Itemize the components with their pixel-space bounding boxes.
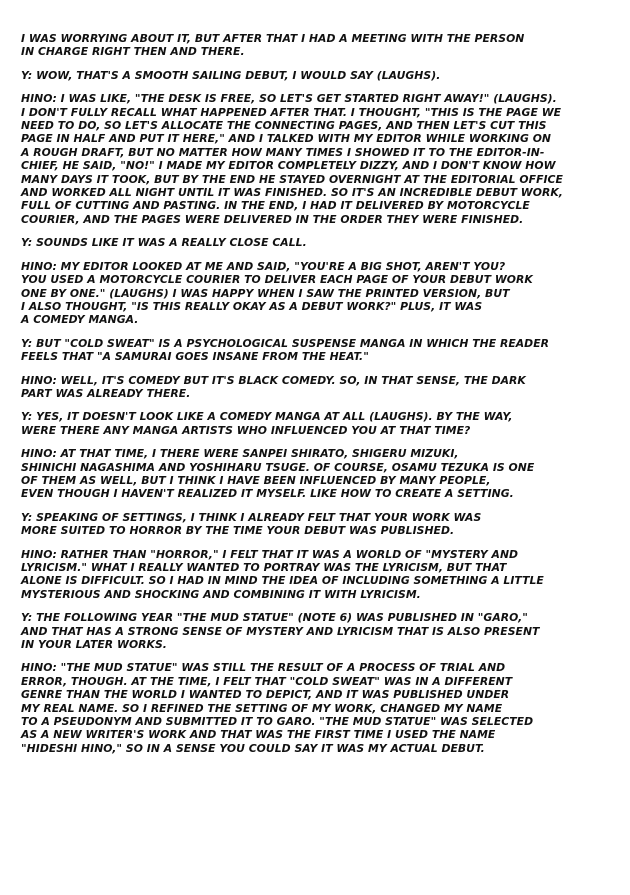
text-line: HINO: I WAS LIKE, "THE DESK IS FREE, SO LET'S GET STARTED RIGHT AWAY!" (LAUGHS). [21, 92, 557, 106]
text-line: A ROUGH DRAFT, BUT NO MATTER HOW MANY TIMES I SHOWED IT TO THE EDITOR-IN- [21, 145, 545, 159]
text-line: Y: BUT "COLD SWEAT" IS A PSYCHOLOGICAL SUSPENSE MANGA IN WHICH THE READER [21, 336, 549, 350]
text-line: LYRICISM." WHAT I REALLY WANTED TO PORTRAY WAS THE LYRICISM, BUT THAT [21, 561, 507, 574]
paragraph-6 [21, 337, 610, 364]
text-line: SHINICHI NAGASHIMA AND YOSHIHARU TSUGE. OF COURSE, OSAMU TEZUKA IS ONE [21, 460, 535, 474]
paragraph-9 [21, 447, 610, 501]
text-line: Y: THE FOLLOWING YEAR "THE MUD STATUE" (NOTE 6) WAS PUBLISHED IN "GARO," [21, 611, 528, 625]
text-line: HINO: MY EDITOR LOOKED AT ME AND SAID, "YOU'RE A BIG SHOT, AREN'T YOU? [21, 259, 506, 273]
text-line: EVEN THOUGH I HAVEN'T REALIZED IT MYSELF. LIKE HOW TO CREATE A SETTING. [21, 487, 514, 501]
text-line: Y: SOUNDS LIKE IT WAS A REALLY CLOSE CALL. [21, 236, 307, 250]
text-line: TO A PSEUDONYM AND SUBMITTED IT TO GARO. "THE MUD STATUE" WAS SELECTED [21, 715, 534, 729]
text-line: MYSTERIOUS AND SHOCKING AND COMBINING IT WITH LYRICISM. [21, 587, 421, 601]
text-line: WERE THERE ANY MANGA ARTISTS WHO INFLUENCED YOU AT THAT TIME? [21, 423, 471, 437]
text-line: AS A NEW WRITER'S WORK AND THAT WAS THE FIRST TIME I USED THE NAME [21, 728, 496, 742]
paragraph-7 [21, 374, 610, 401]
text-line: "HIDESHI HINO," SO IN A SENSE YOU COULD SAY IT WAS MY ACTUAL DEBUT. [21, 741, 485, 755]
text-line: PART WAS ALREADY THERE. [21, 386, 191, 400]
text-line: MORE SUITED TO HORROR BY THE TIME YOUR DEBUT WAS PUBLISHED. [21, 524, 455, 538]
text-line: I WAS WORRYING ABOUT IT, BUT AFTER THAT I HAD A MEETING WITH THE PERSON [21, 32, 525, 45]
text-line: IN CHARGE RIGHT THEN AND THERE. [21, 45, 245, 59]
text-line: FEELS THAT "A SAMURAI GOES INSANE FROM THE HEAT." [21, 350, 369, 364]
text-line: HINO: WELL, IT'S COMEDY BUT IT'S BLACK COMEDY. SO, IN THAT SENSE, THE DARK [21, 373, 526, 387]
paragraph-2 [21, 69, 610, 82]
paragraph-12 [21, 611, 610, 651]
text-line: HINO: AT THAT TIME, I THERE WERE SANPEI SHIRATO, SHIGERU MIZUKI, [21, 447, 459, 461]
text-line: ALONE IS DIFFICULT. SO I HAD IN MIND THE IDEA OF INCLUDING SOMETHING A LITTLE [21, 574, 544, 588]
text-line: Y: YES, IT DOESN'T LOOK LIKE A COMEDY MANGA AT ALL (LAUGHS). BY THE WAY, [21, 410, 513, 424]
text-line: HINO: RATHER THAN "HORROR," I FELT THAT IT WAS A WORLD OF "MYSTERY AND [21, 547, 519, 561]
text-line: I DON'T FULLY RECALL WHAT HAPPENED AFTER THAT. I THOUGHT, "THIS IS THE PAGE WE [21, 105, 562, 119]
text-line: IN YOUR LATER WORKS. [21, 638, 167, 652]
paragraph-10 [21, 511, 610, 538]
text-line: HINO: "THE MUD STATUE" WAS STILL THE RESULT OF A PROCESS OF TRIAL AND [21, 661, 506, 675]
text-line: I ALSO THOUGHT, "IS THIS REALLY OKAY AS A DEBUT WORK?" PLUS, IT WAS [21, 299, 483, 313]
text-line: AND WORKED ALL NIGHT UNTIL IT WAS FINISHED. SO IT'S AN INCREDIBLE DEBUT WORK, [21, 186, 563, 200]
paragraph-1 [21, 32, 610, 59]
text-line: AND THAT HAS A STRONG SENSE OF MYSTERY AND LYRICISM THAT IS ALSO PRESENT [21, 624, 540, 638]
text-line: ONE BY ONE." (LAUGHS) I WAS HAPPY WHEN I SAW THE PRINTED VERSION, BUT [21, 286, 510, 300]
paragraph-5 [21, 260, 610, 327]
text-line: NEED TO DO, SO LET'S ALLOCATE THE CONNECTING PAGES, AND THEN LET'S CUT THIS [21, 119, 547, 133]
text-line: Y: WOW, THAT'S A SMOOTH SAILING DEBUT, I WOULD SAY (LAUGHS). [21, 68, 441, 82]
paragraph-8 [21, 410, 610, 437]
paragraph-3 [21, 92, 610, 226]
text-line: ERROR, THOUGH. AT THE TIME, I FELT THAT "COLD SWEAT" WAS IN A DIFFERENT [21, 674, 513, 688]
text-line: YOU USED A MOTORCYCLE COURIER TO DELIVER EACH PAGE OF YOUR DEBUT WORK [21, 273, 533, 287]
text-line: MY REAL NAME. SO I REFINED THE SETTING OF MY WORK, CHANGED MY NAME [21, 701, 503, 715]
paragraph-11 [21, 548, 610, 602]
text-line: CHIEF, HE SAID, "NO!" I MADE MY EDITOR COMPLETELY DIZZY, AND I DON'T KNOW HOW [21, 159, 556, 173]
text-line: Y: SPEAKING OF SETTINGS, I THINK I ALREADY FELT THAT YOUR WORK WAS [21, 510, 482, 524]
paragraph-13 [21, 661, 610, 755]
text-line: GENRE THAN THE WORLD I WANTED TO DEPICT, AND IT WAS PUBLISHED UNDER [21, 688, 510, 702]
text-line: A COMEDY MANGA. [21, 313, 139, 327]
text-line: FULL OF CUTTING AND PASTING. IN THE END, I HAD IT DELIVERED BY MOTORCYCLE [21, 199, 530, 213]
text-line: COURIER, AND THE PAGES WERE DELIVERED IN THE ORDER THEY WERE FINISHED. [21, 212, 524, 226]
text-line: PAGE IN HALF AND PUT IT HERE," AND I TALKED WITH MY EDITOR WHILE WORKING ON [21, 132, 552, 146]
text-line: MANY DAYS IT TOOK, BUT BY THE END HE STAYED OVERNIGHT AT THE EDITORIAL OFFICE [21, 172, 563, 186]
paragraph-4 [21, 236, 610, 249]
text-line: OF THEM AS WELL, BUT I THINK I HAVE BEEN INFLUENCED BY MANY PEOPLE, [21, 473, 491, 487]
